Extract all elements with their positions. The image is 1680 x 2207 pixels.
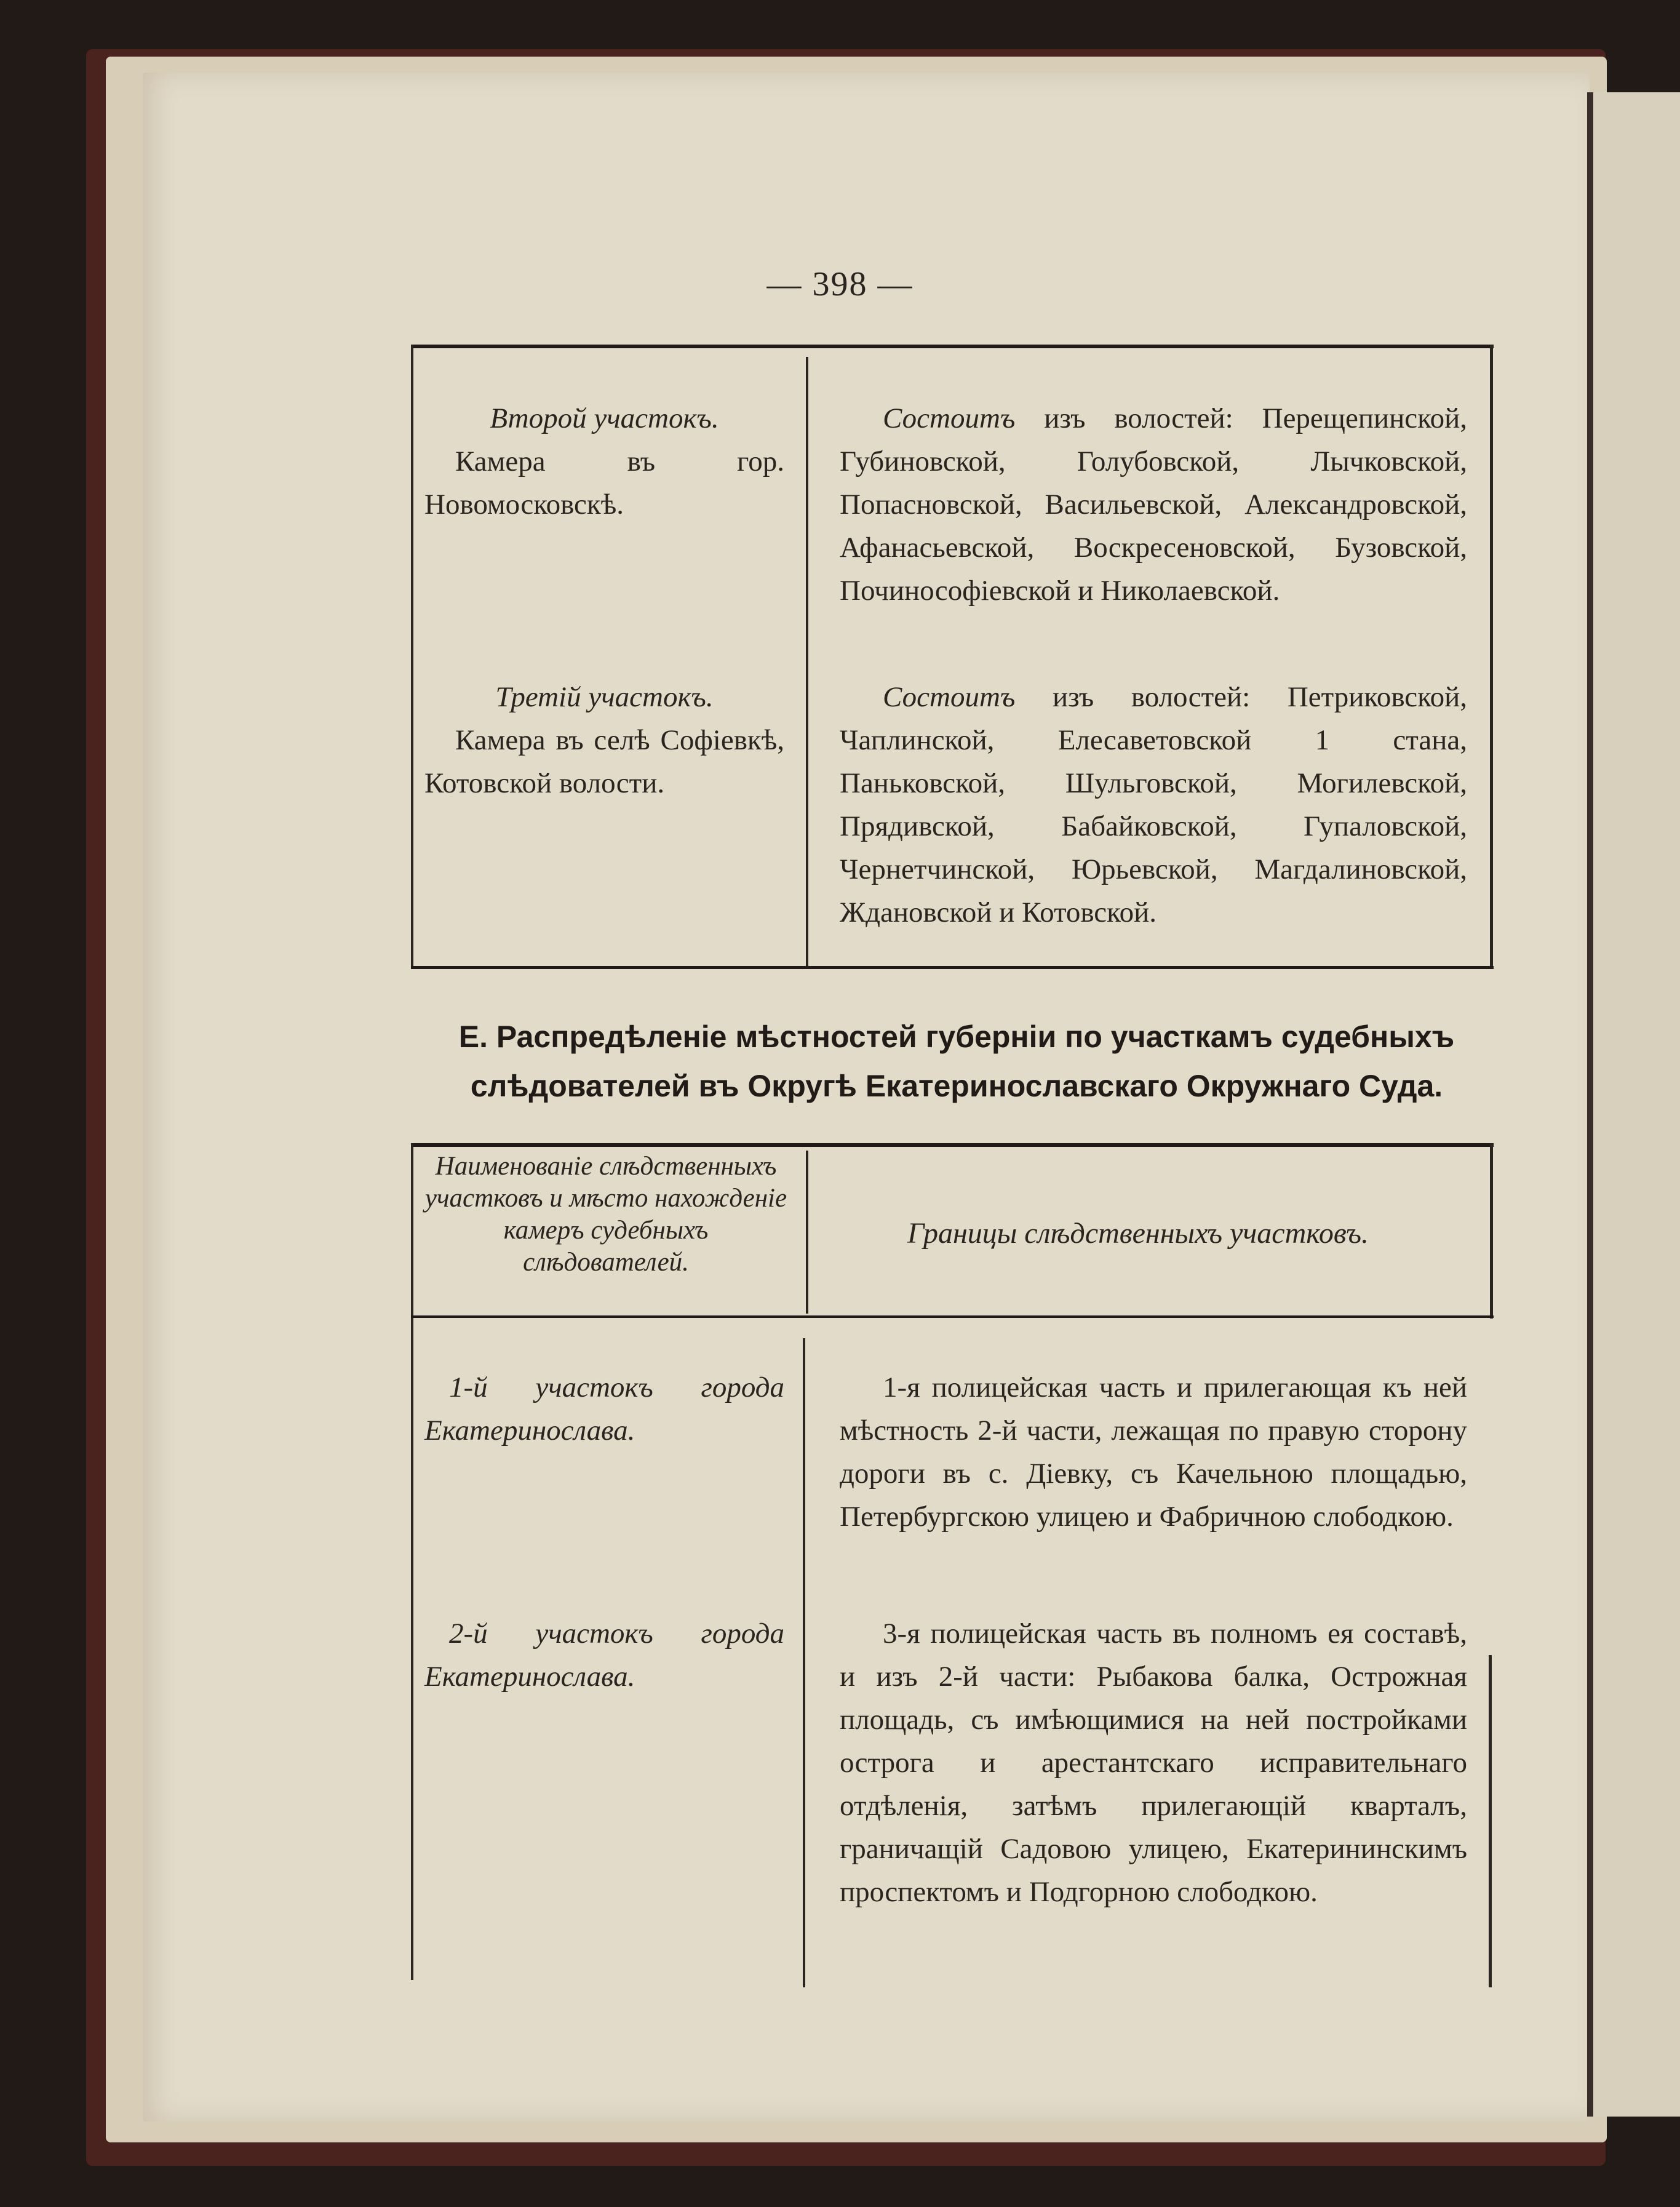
- boundary-lead: Состоитъ: [883, 402, 1016, 434]
- column-header-right: Границы слѣдственныхъ участковъ.: [907, 1217, 1369, 1250]
- district-boundary: [840, 397, 1467, 612]
- section-heading: Е. Распредѣленіе мѣстностей губерніи по участкамъ судебныхъ слѣдователей въ Округѣ Екатеринославскаго Окружнаго Суда.: [458, 1020, 1455, 1103]
- district-name: Второй участокъ.: [490, 402, 719, 434]
- table-column-divider: [806, 357, 808, 966]
- header-right-border: [1490, 1143, 1493, 1319]
- district-entry: [424, 676, 784, 805]
- district-camera: Камера въ селѣ Софіевкѣ, Котовской волости.: [424, 724, 784, 799]
- table-right-border: [1490, 345, 1493, 966]
- boundary-text: изъ волостей: Петриковской, Чаплинской, Елесаветовской 1 стана, Паньковской, Шульговской, Могилевской, Прядивской, Бабайковской, Гупаловской, Чернетчинской, Юрьевской, Магдалиновской, Ждановской и Котовской.: [840, 681, 1467, 928]
- district-boundary: 1-я полицейская часть и прилегающая къ ней мѣстность 2-й части, лежащая по правую сторону дороги въ с. Діевку, съ Качельною площадью, Петербургскою улицею и Фабричною слободкою.: [840, 1371, 1467, 1533]
- district-name: Третій участокъ.: [495, 681, 714, 713]
- header-top-rule: [411, 1143, 1494, 1147]
- table-bottom-rule: [411, 966, 1494, 969]
- header-bottom-rule: [411, 1315, 1494, 1318]
- page-number: — 398 —: [766, 265, 914, 303]
- district-name: 2-й участокъ города Екатеринослава.: [424, 1618, 784, 1693]
- district-name: 1-й участокъ города Екатеринослава.: [424, 1371, 784, 1447]
- body-column-divider: [803, 1338, 805, 1987]
- district-entry: [424, 397, 784, 526]
- district-boundary: [840, 676, 1467, 934]
- boundary-text: изъ волостей: Перещепинской, Губиновской, Голубовской, Лычковской, Попасновской, Васильевской, Александровской, Афанасьевской, Воскресеновской, Бузовской, Починософіевской и Николаевской.: [840, 402, 1468, 607]
- column-header-left: Наименованіе слѣдственныхъ участковъ и мѣсто нахожденіе камеръ судебныхъ слѣдователей.: [424, 1152, 787, 1277]
- table-left-border: [411, 345, 413, 966]
- body-right-border: [1489, 1655, 1492, 1987]
- header-left-border: [411, 1143, 413, 1980]
- district-boundary: 3-я полицейская часть въ полномъ ея составѣ, и изъ 2-й части: Рыбакова балка, Острожная площадь, съ имѣющимися на ней постройками острога и арестантскаго исправительнаго отдѣленія, затѣмъ прилегающій кварталъ, граничащій Садовою улицею, Екатерининскимъ проспектомъ и Подгорною слободкою.: [840, 1618, 1467, 1908]
- next-page-edge: [1587, 92, 1680, 2117]
- district-camera: Камера въ гор. Новомосковскѣ.: [424, 445, 784, 521]
- table-top-rule: [411, 345, 1494, 348]
- boundary-lead: Состоитъ: [883, 681, 1016, 713]
